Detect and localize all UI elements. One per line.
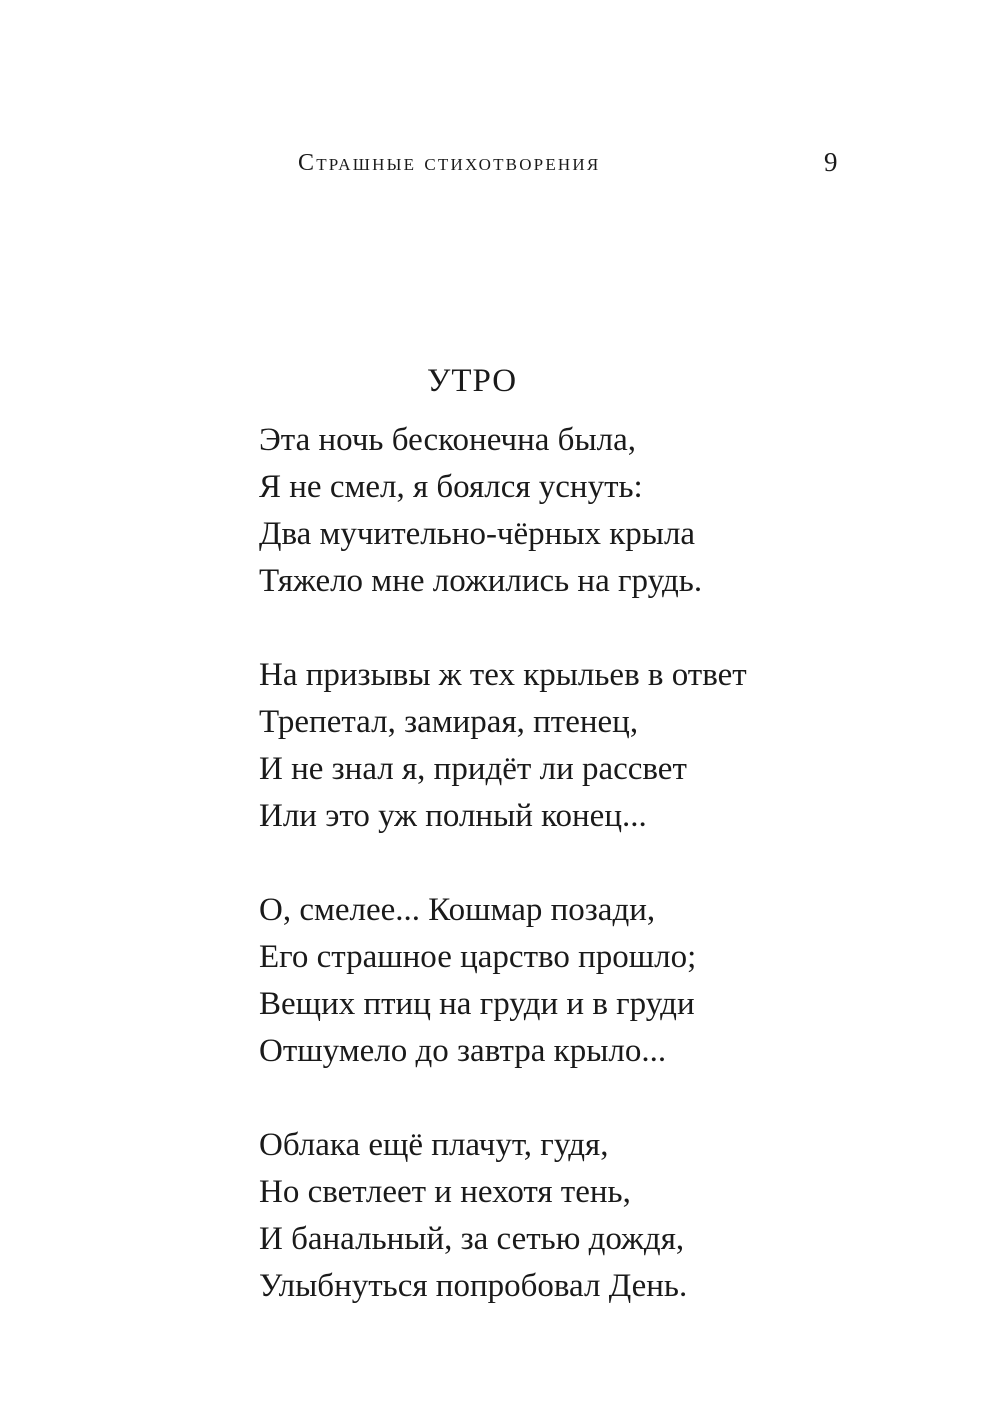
poem-line: Но светлеет и нехотя тень, (259, 1174, 631, 1210)
poem-line: Трепетал, замирая, птенец, (259, 704, 639, 740)
poem-line: Вещих птиц на груди и в груди (259, 986, 695, 1022)
stanza-2 (259, 652, 879, 840)
poem-line: И не знал я, придёт ли рассвет (259, 751, 687, 787)
poem-title: УТРО (427, 363, 518, 399)
poem-line: И банальный, за сетью дождя, (259, 1221, 685, 1257)
page-number: 9 (824, 147, 838, 177)
poem-line: Его страшное царство прошло; (259, 939, 697, 975)
poem-line: Улыбнуться попробовал День. (259, 1268, 688, 1304)
poem-line: Или это уж полный конец... (259, 798, 647, 834)
running-title: Страшные стихотворения (298, 150, 601, 176)
poem-line: Отшумело до завтра крыло... (259, 1033, 667, 1069)
poem-line: Я не смел, я боялся уснуть: (259, 469, 643, 505)
poem-body (259, 417, 879, 1310)
poem-line: Тяжело мне ложились на грудь. (259, 563, 703, 599)
stanza-4 (259, 1122, 879, 1310)
stanza-1 (259, 417, 879, 605)
poem-line: Эта ночь бесконечна была, (259, 422, 637, 458)
poem-line: Облака ещё плачут, гудя, (259, 1127, 609, 1163)
poem-line: Два мучительно-чёрных крыла (259, 516, 696, 552)
poem-line: О, смелее... Кошмар позади, (259, 892, 656, 928)
poem-line: На призывы ж тех крыльев в ответ (259, 657, 747, 693)
stanza-3 (259, 887, 879, 1075)
